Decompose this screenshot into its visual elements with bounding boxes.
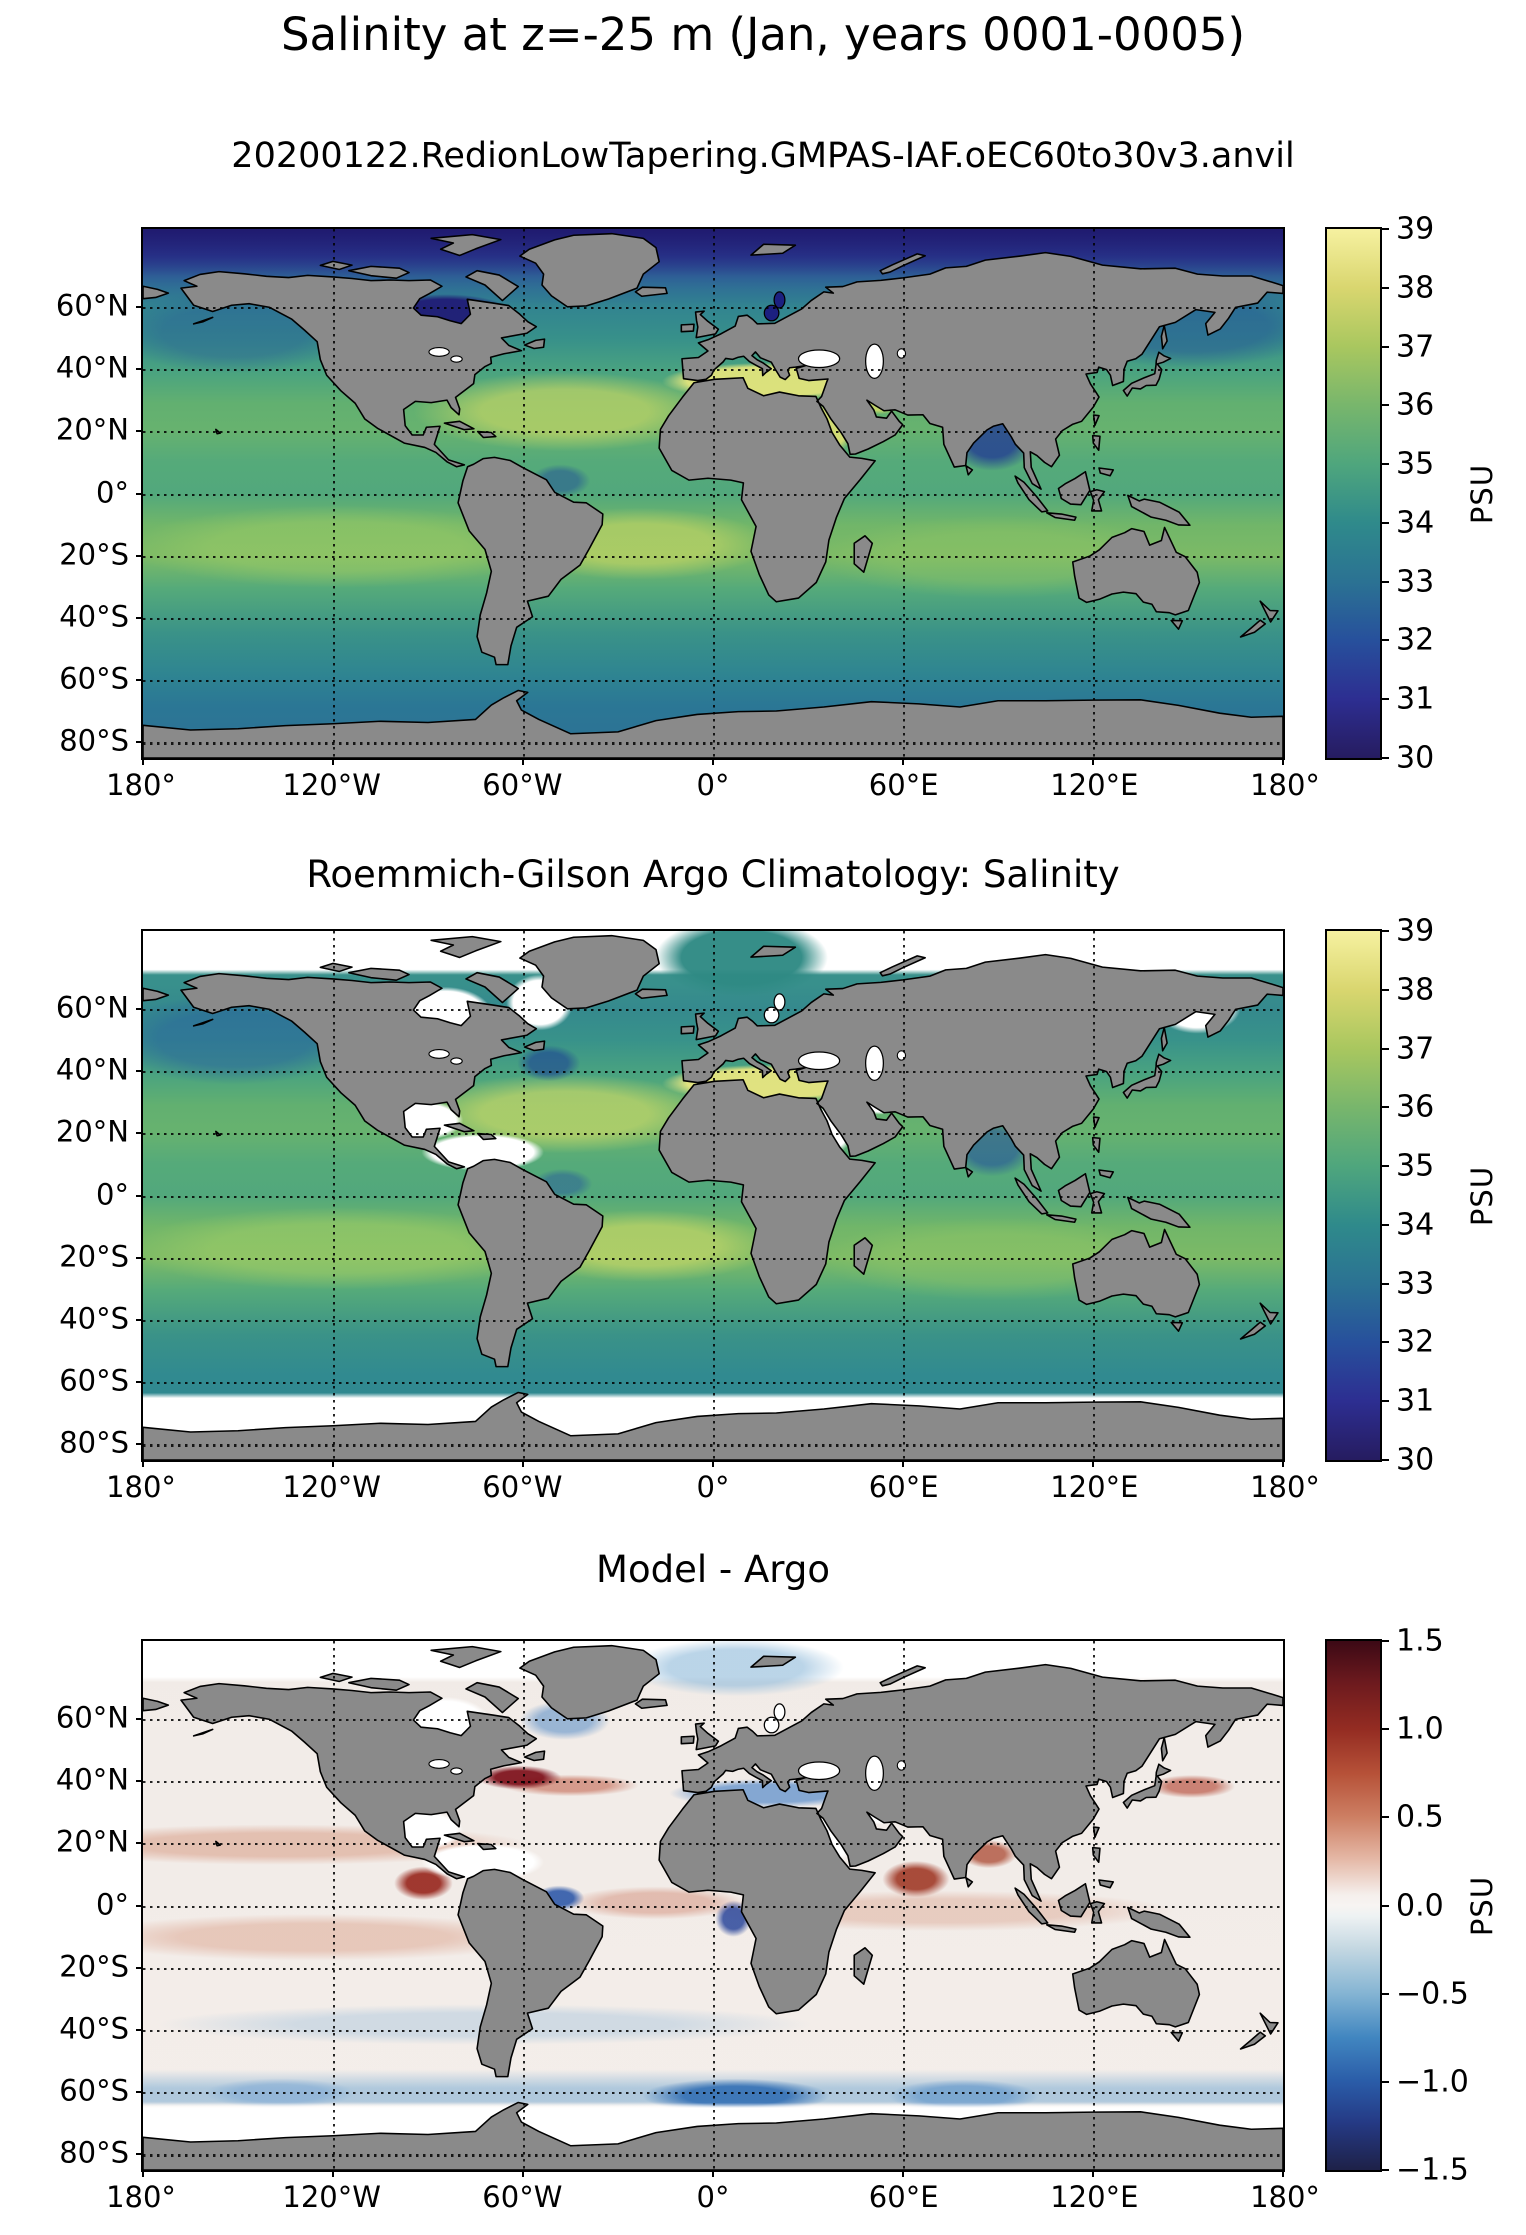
gridlines (143, 931, 1283, 1460)
lat-tick (136, 679, 143, 681)
colorbar-tick (1380, 1283, 1389, 1285)
map-model-minus-argo (55, 1639, 1285, 2172)
colorbar-tick-label: 1.5 (1396, 1623, 1444, 1659)
gridline-lon (523, 1641, 525, 2170)
gridline-lon (713, 1641, 715, 2170)
x-tick-label: 120°E (1050, 768, 1139, 802)
colorbar-model (1325, 211, 1435, 776)
lon-tick (522, 1460, 524, 1467)
lat-tick (136, 2153, 143, 2155)
colorbar-tick (1380, 1459, 1389, 1461)
panel-title-diff: Model - Argo (596, 1548, 830, 1591)
colorbar-tick (1380, 1165, 1389, 1167)
lon-tick (712, 2170, 714, 2177)
colorbar-argo (1325, 913, 1435, 1478)
lat-tick (136, 1319, 143, 1321)
lat-tick (136, 1905, 143, 1907)
lat-tick (136, 555, 143, 557)
y-tick-label: 20°N (55, 1824, 129, 1859)
x-tick-label: 0° (696, 768, 730, 802)
colorbar-tick (1380, 2081, 1389, 2083)
colorbar-tick (1380, 1224, 1389, 1226)
lat-tick (136, 1070, 143, 1072)
y-tick-label: 20°N (55, 1114, 129, 1149)
lat-tick (136, 493, 143, 495)
colorbar-tick-label: 38 (1396, 270, 1435, 306)
colorbar-tick-label: 1.0 (1396, 1711, 1444, 1747)
colorbar-unit-diff: PSU (1465, 1875, 1499, 1936)
lat-tick (136, 2029, 143, 2031)
x-tick-label: 180° (1250, 1470, 1320, 1504)
lon-tick (142, 1460, 144, 1467)
map-argo-climatology (55, 929, 1285, 1462)
gridlines (143, 1641, 1283, 2170)
y-tick-label: 0° (96, 1887, 129, 1922)
lat-tick (136, 741, 143, 743)
y-tick-label: 40°S (59, 599, 129, 634)
lat-tick (136, 1443, 143, 1445)
lat-tick (136, 1967, 143, 1969)
colorbar-tick (1380, 228, 1389, 230)
colorbar-tick (1380, 1048, 1389, 1050)
lat-tick (136, 430, 143, 432)
gridline-lon (903, 1641, 905, 2170)
lon-tick (1282, 2170, 1284, 2177)
colorbar-tick (1380, 1905, 1389, 1907)
colorbar-tick-label: 0.0 (1396, 1888, 1444, 1923)
lon-tick (902, 2170, 904, 2177)
map-model-salinity (55, 227, 1285, 760)
lat-tick (136, 1780, 143, 1782)
x-tick-label: 60°E (868, 1470, 939, 1504)
lon-tick (1282, 1460, 1284, 1467)
colorbar-tick (1380, 930, 1389, 932)
y-tick-label: 80°S (59, 2136, 129, 2171)
x-tick-label: 60°W (482, 1470, 563, 1504)
y-tick-label: 20°N (55, 412, 129, 447)
lat-tick (136, 1132, 143, 1134)
lat-tick (136, 1257, 143, 1259)
y-tick-label: 60°N (55, 990, 129, 1025)
figure-title: Salinity at z=-25 m (Jan, years 0001-0005) (280, 8, 1246, 61)
lon-tick (1092, 1460, 1094, 1467)
gridline-lon (713, 931, 715, 1460)
colorbar-tick-label: 32 (1396, 1324, 1435, 1360)
y-tick-label: 20°S (59, 537, 129, 572)
gridline-lon (903, 229, 905, 758)
x-axis-labels-diff (106, 2180, 1320, 2216)
dataset-subtitle: 20200122.RedionLowTapering.GMPAS-IAF.oEC60to30v3.anvil (231, 136, 1295, 176)
colorbar-tick-label: 32 (1396, 622, 1435, 658)
lat-tick (136, 617, 143, 619)
colorbar-tick-label: 33 (1396, 564, 1435, 600)
colorbar-tick (1380, 1400, 1389, 1402)
x-tick-label: 0° (696, 1470, 730, 1504)
colorbar-tick (1380, 1728, 1389, 1730)
lat-tick (136, 1195, 143, 1197)
lon-tick (332, 1460, 334, 1467)
colorbar-tick-label: 0.5 (1396, 1799, 1444, 1835)
x-tick-label: 180° (106, 2180, 176, 2214)
lon-tick (142, 2170, 144, 2177)
colorbar-tick (1380, 581, 1389, 583)
lon-tick (142, 758, 144, 765)
gridlines (143, 229, 1283, 758)
colorbar-tick (1380, 522, 1389, 524)
colorbar-tick-label: 34 (1396, 505, 1435, 541)
colorbar-tick-label: 35 (1396, 446, 1435, 482)
colorbar-tick-label: −1.0 (1396, 2064, 1469, 2100)
y-tick-label: 40°S (59, 1301, 129, 1336)
colorbar-tick (1380, 287, 1389, 289)
gridline-lon (523, 229, 525, 758)
lon-tick (902, 1460, 904, 1467)
lon-tick (1092, 2170, 1094, 2177)
x-tick-label: 60°E (868, 768, 939, 802)
colorbar-tick-label: −0.5 (1396, 1976, 1469, 2012)
lon-tick (522, 758, 524, 765)
colorbar-diff (1325, 1623, 1469, 2188)
y-tick-label: 20°S (59, 1239, 129, 1274)
lon-tick (332, 2170, 334, 2177)
colorbar-tick-label: 38 (1396, 972, 1435, 1008)
colorbar-tick-label: 31 (1396, 1383, 1435, 1419)
lat-tick (136, 306, 143, 308)
colorbar-tick (1380, 1640, 1389, 1642)
gridline-lon (1093, 229, 1095, 758)
lon-tick (1282, 758, 1284, 765)
colorbar-tick (1380, 1993, 1389, 1995)
lon-tick (522, 2170, 524, 2177)
y-tick-label: 0° (96, 1177, 129, 1212)
x-tick-label: 120°W (282, 2180, 381, 2214)
y-tick-label: 80°S (59, 1426, 129, 1461)
lat-tick (136, 368, 143, 370)
x-tick-label: 180° (1250, 2180, 1320, 2214)
colorbar-tick (1380, 2169, 1389, 2171)
colorbar-tick (1380, 639, 1389, 641)
y-tick-label: 20°S (59, 1949, 129, 1984)
lat-tick (136, 1842, 143, 1844)
lon-tick (712, 1460, 714, 1467)
gridline-lon (1093, 931, 1095, 1460)
y-tick-label: 60°N (55, 1700, 129, 1735)
lon-tick (712, 758, 714, 765)
gridline-lon (903, 931, 905, 1460)
colorbar-tick (1380, 1341, 1389, 1343)
y-tick-label: 40°N (55, 1052, 129, 1087)
colorbar-tick (1380, 698, 1389, 700)
colorbar-tick-label: 30 (1396, 740, 1435, 776)
x-tick-label: 180° (1250, 768, 1320, 802)
x-tick-label: 180° (106, 1470, 176, 1504)
y-tick-label: 60°S (59, 661, 129, 696)
colorbar-tick-label: 35 (1396, 1148, 1435, 1184)
x-tick-label: 120°E (1050, 1470, 1139, 1504)
lat-tick (136, 1381, 143, 1383)
x-tick-label: 180° (106, 768, 176, 802)
colorbar-unit-argo: PSU (1465, 1165, 1499, 1226)
colorbar-tick-label: 31 (1396, 681, 1435, 717)
x-tick-label: 60°W (482, 2180, 563, 2214)
colorbar-tick (1380, 1816, 1389, 1818)
colorbar-tick-label: 30 (1396, 1442, 1435, 1478)
y-tick-label: 40°S (59, 2011, 129, 2046)
y-tick-label: 60°S (59, 1363, 129, 1398)
gridline-lon (1093, 1641, 1095, 2170)
x-axis-labels-argo (106, 1470, 1320, 1506)
gridline-lon (333, 229, 335, 758)
x-tick-label: 60°E (868, 2180, 939, 2214)
x-axis-labels-model (106, 768, 1320, 804)
y-tick-label: 0° (96, 475, 129, 510)
gridline-lon (333, 931, 335, 1460)
gridline-lon (333, 1641, 335, 2170)
x-tick-label: 0° (696, 2180, 730, 2214)
colorbar-unit-model: PSU (1465, 463, 1499, 524)
colorbar-tick (1380, 346, 1389, 348)
y-tick-label: 40°N (55, 1762, 129, 1797)
lat-tick (136, 1718, 143, 1720)
lon-tick (1092, 758, 1094, 765)
colorbar-tick-label: 37 (1396, 329, 1435, 365)
colorbar-tick-label: 39 (1396, 211, 1435, 247)
x-tick-label: 120°W (282, 768, 381, 802)
colorbar-tick-label: 36 (1396, 387, 1435, 423)
y-tick-label: 60°S (59, 2073, 129, 2108)
panel-title-argo: Roemmich-Gilson Argo Climatology: Salinity (306, 853, 1120, 896)
colorbar-tick (1380, 404, 1389, 406)
gridline-lon (713, 229, 715, 758)
lat-tick (136, 1008, 143, 1010)
colorbar-tick-label: 39 (1396, 913, 1435, 949)
lat-tick (136, 2091, 143, 2093)
colorbar-tick (1380, 1106, 1389, 1108)
colorbar-tick (1380, 463, 1389, 465)
x-tick-label: 120°E (1050, 2180, 1139, 2214)
colorbar-tick-label: 34 (1396, 1207, 1435, 1243)
x-tick-label: 120°W (282, 1470, 381, 1504)
colorbar-tick (1380, 989, 1389, 991)
lon-tick (902, 758, 904, 765)
y-tick-label: 60°N (55, 288, 129, 323)
colorbar-tick-label: 33 (1396, 1266, 1435, 1302)
lon-tick (332, 758, 334, 765)
colorbar-tick-label: −1.5 (1396, 2152, 1469, 2188)
colorbar-tick (1380, 757, 1389, 759)
colorbar-tick-label: 37 (1396, 1031, 1435, 1067)
gridline-lon (523, 931, 525, 1460)
x-tick-label: 60°W (482, 768, 563, 802)
y-tick-label: 40°N (55, 350, 129, 385)
y-tick-label: 80°S (59, 724, 129, 759)
colorbar-tick-label: 36 (1396, 1089, 1435, 1125)
